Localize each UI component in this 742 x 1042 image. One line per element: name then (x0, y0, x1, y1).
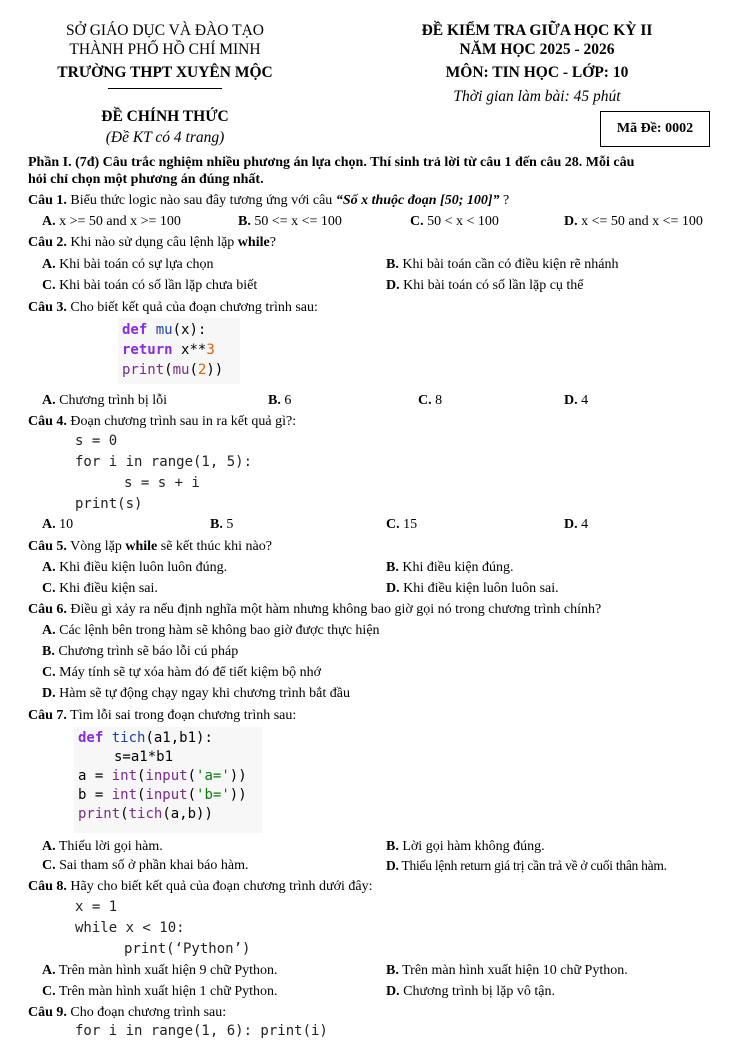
option-letter: B. (386, 963, 399, 978)
option-a[interactable] (42, 516, 73, 534)
code-token: 'a=' (196, 768, 230, 784)
keyword: while (237, 235, 270, 250)
code-token: b = (78, 787, 112, 803)
code-line: s = s + i (124, 475, 200, 491)
exam-title: ĐỀ KIỂM TRA GIỮA HỌC KỲ II (421, 22, 653, 39)
question-label: Câu 8. (28, 879, 67, 894)
option-b[interactable] (386, 559, 514, 577)
option-letter: A. (42, 623, 56, 638)
option-letter: D. (564, 214, 578, 229)
question-4 (28, 413, 296, 431)
option-d[interactable] (386, 277, 584, 295)
code-token: )) (229, 787, 247, 803)
option-c[interactable] (42, 857, 249, 875)
option-text: 6 (284, 393, 292, 408)
code-token: )) (229, 768, 247, 784)
question-7 (28, 707, 296, 725)
option-a[interactable] (42, 962, 278, 980)
code-token: def (122, 322, 148, 338)
code-line: s = 0 (75, 433, 118, 449)
option-letter: C. (410, 214, 424, 229)
question-3 (28, 299, 318, 317)
option-letter: A. (42, 963, 56, 978)
option-d[interactable] (42, 685, 350, 703)
option-text: 4 (581, 393, 589, 408)
code-line: x = 1 (75, 899, 118, 915)
option-c[interactable] (42, 580, 158, 598)
exam-time: Thời gian làm bài: 45 phút (453, 88, 621, 105)
subject: MÔN: TIN HỌC - LỚP: 10 (445, 64, 629, 81)
option-letter: B. (386, 839, 399, 854)
option-text: 50 <= x <= 100 (254, 214, 342, 229)
code-token: (x): (172, 322, 207, 338)
option-text: Khi điều kiện sai. (59, 581, 158, 596)
code-token: ( (137, 768, 146, 784)
code-line: while x < 10: (75, 920, 185, 936)
option-letter: B. (386, 257, 399, 272)
option-letter: D. (386, 984, 400, 999)
school-year: NĂM HỌC 2025 - 2026 (459, 41, 615, 58)
question-label: Câu 1. (28, 193, 67, 208)
option-a[interactable] (42, 559, 227, 577)
option-text: Khi bài toán có số lần lặp chưa biết (59, 278, 258, 293)
question-tail: ? (269, 235, 276, 250)
question-label: Câu 5. (28, 539, 67, 554)
option-letter: D. (386, 858, 399, 873)
option-letter: C. (42, 581, 56, 596)
option-letter: A. (42, 560, 56, 575)
option-letter: D. (386, 278, 400, 293)
code-token: (a,b)) (162, 806, 213, 822)
option-text: Trên màn hình xuất hiện 1 chữ Python. (58, 984, 278, 999)
code-token: ( (164, 362, 173, 378)
option-a[interactable] (42, 838, 163, 856)
option-b[interactable] (238, 213, 342, 231)
official-label: ĐỀ CHÍNH THỨC (101, 108, 229, 125)
question-1 (28, 192, 509, 210)
option-b[interactable] (386, 962, 628, 980)
option-text: Khi điều kiện luôn luôn sai. (403, 581, 559, 596)
option-a[interactable] (42, 392, 167, 410)
question-text: Đoạn chương trình sau in ra kết quả gì?: (66, 414, 297, 429)
question-6 (28, 601, 601, 619)
question-label: Câu 6. (28, 602, 67, 617)
question-label: Câu 4. (28, 414, 67, 429)
option-d[interactable] (564, 392, 588, 410)
question-8 (28, 878, 373, 896)
code-snippet-q7 (74, 727, 262, 833)
option-text: x <= 50 and x <= 100 (581, 214, 703, 229)
option-a[interactable] (42, 622, 380, 640)
option-letter: A. (42, 257, 56, 272)
option-letter: C. (42, 278, 56, 293)
code-token: ( (189, 362, 198, 378)
option-text: Khi bài toán có sự lựa chọn (59, 257, 214, 272)
dept-name: SỞ GIÁO DỤC VÀ ĐÀO TẠO (66, 22, 264, 39)
page-count: (Đề KT có 4 trang) (105, 129, 225, 146)
question-text: Điều gì xảy ra nếu định nghĩa một hàm nhưng không bao giờ gọi nó trong chương trình chính? (66, 602, 602, 617)
city-name: THÀNH PHỐ HỒ CHÍ MINH (69, 41, 261, 58)
option-b[interactable] (268, 392, 291, 410)
question-text: Tìm lỗi sai trong đoạn chương trình sau: (66, 708, 297, 723)
question-text: Khi nào sử dụng câu lệnh lặp (66, 235, 238, 250)
code-token: 'b=' (196, 787, 230, 803)
question-text: Biểu thức logic nào sau đây tương ứng với câu (66, 193, 336, 208)
question-label: Câu 7. (28, 708, 67, 723)
option-letter: D. (42, 686, 56, 701)
option-text: 8 (435, 393, 443, 408)
option-letter: C. (386, 517, 400, 532)
question-tail: sẽ kết thúc khi nào? (157, 539, 272, 554)
option-text: x >= 50 and x >= 100 (59, 214, 181, 229)
option-text: Hàm sẽ tự động chạy ngay khi chương trình bắt đầu (59, 686, 350, 701)
part1-instruction-line1: Phần I. (7đ) Câu trắc nghiệm nhiều phương án lựa chọn. Thí sinh trả lời từ câu 1 đến câu 28. Mỗi câu (28, 155, 635, 170)
code-token: 2 (197, 362, 207, 378)
option-c[interactable] (418, 392, 442, 410)
option-text: Khi điều kiện đúng. (402, 560, 514, 575)
question-text: Hãy cho biết kết quả của đoạn chương trình dưới đây: (66, 879, 373, 894)
code-token: a = (78, 768, 112, 784)
option-c[interactable] (42, 983, 278, 1001)
option-text: 50 < x < 100 (427, 214, 499, 229)
option-letter: C. (42, 984, 56, 999)
question-quote: “Số x thuộc đoạn [50; 100]” (335, 193, 500, 208)
option-text: Khi bài toán cần có điều kiện rẽ nhánh (402, 257, 619, 272)
school-underline (108, 88, 222, 89)
option-text: Lời gọi hàm không đúng. (402, 839, 545, 854)
code-token: input (145, 787, 188, 803)
option-text: Sai tham số ở phần khai báo hàm. (59, 858, 249, 873)
option-c[interactable] (410, 213, 499, 231)
option-b[interactable] (210, 516, 233, 534)
option-a[interactable] (42, 213, 181, 231)
code-token: print (122, 362, 165, 378)
question-label: Câu 3. (28, 300, 67, 315)
code-token: print (78, 806, 121, 822)
option-letter: A. (42, 393, 56, 408)
option-text: Trên màn hình xuất hiện 10 chữ Python. (402, 963, 628, 978)
part1-instruction-line2: hỏi chỉ chọn một phương án đúng nhất. (28, 172, 264, 187)
option-letter: C. (418, 393, 432, 408)
option-text: Trên màn hình xuất hiện 9 chữ Python. (58, 963, 278, 978)
question-text: Cho đoạn chương trình sau: (66, 1005, 227, 1020)
question-5 (28, 538, 272, 556)
option-b[interactable] (386, 256, 619, 274)
code-token: int (111, 768, 138, 784)
option-letter: B. (210, 517, 223, 532)
option-d[interactable] (564, 213, 703, 231)
option-letter: D. (386, 581, 400, 596)
code-token: int (111, 787, 138, 803)
option-d[interactable] (564, 516, 588, 534)
code-snippet-q3 (118, 318, 240, 384)
question-9 (28, 1004, 226, 1022)
option-letter: A. (42, 517, 56, 532)
option-text: Máy tính sẽ tự xóa hàm đó để tiết kiệm bộ nhớ (59, 665, 322, 680)
option-letter: B. (386, 560, 399, 575)
code-token: s=a1*b1 (114, 749, 174, 765)
option-c[interactable] (386, 516, 417, 534)
option-text: Chương trình bị lặp vô tận. (403, 984, 555, 999)
question-text: Cho biết kết quả của đoạn chương trình sau: (66, 300, 318, 315)
code-token: 3 (206, 342, 215, 358)
option-letter: D. (564, 393, 578, 408)
code-token: ( (187, 768, 197, 784)
code-token: ( (137, 787, 146, 803)
exam-code-box: Mã Đề: 0002 (600, 111, 710, 147)
option-text: 15 (403, 517, 418, 532)
option-text: Khi điều kiện luôn luôn đúng. (59, 560, 228, 575)
option-letter: C. (42, 665, 56, 680)
code-line: for i in range(1, 5): (75, 454, 253, 470)
code-token: ( (187, 787, 197, 803)
option-c[interactable] (42, 277, 257, 295)
question-2 (28, 234, 276, 252)
option-letter: A. (42, 214, 56, 229)
option-letter: D. (564, 517, 578, 532)
code-token: mu (155, 322, 173, 338)
option-text: Các lệnh bên trong hàm sẽ không bao giờ được thực hiện (59, 623, 380, 638)
option-text: 10 (59, 517, 74, 532)
option-b[interactable] (42, 643, 238, 661)
option-a[interactable] (42, 256, 214, 274)
option-letter: C. (42, 858, 56, 873)
code-line: print(s) (75, 496, 143, 512)
option-d[interactable] (386, 580, 559, 598)
code-token: )) (206, 362, 224, 378)
question-tail: ? (499, 193, 510, 208)
question-text: Vòng lặp (66, 539, 126, 554)
code-token: tich (128, 806, 163, 822)
code-token: mu (172, 362, 190, 378)
option-text: Chương trình sẽ báo lỗi cú pháp (58, 644, 239, 659)
question-label: Câu 9. (28, 1005, 67, 1020)
option-d[interactable] (386, 983, 555, 1001)
option-letter: B. (238, 214, 251, 229)
option-text: Thiếu lời gọi hàm. (58, 839, 163, 854)
option-text: 4 (581, 517, 589, 532)
code-token: ( (120, 806, 129, 822)
code-line: for i in range(1, 6): print(i) (75, 1023, 328, 1039)
question-label: Câu 2. (28, 235, 67, 250)
code-token: tich (111, 730, 146, 746)
option-text: 5 (226, 517, 234, 532)
option-b[interactable] (386, 838, 545, 856)
code-token: (a1,b1): (145, 730, 213, 746)
code-line: print(‘Python’) (124, 941, 251, 957)
option-letter: B. (268, 393, 281, 408)
option-d[interactable] (386, 857, 667, 875)
option-text: Thiếu lệnh return giá trị cần trả về ở cuối thân hàm. (401, 858, 667, 873)
code-token: input (145, 768, 188, 784)
code-token: def (78, 730, 104, 746)
school-name: TRƯỜNG THPT XUYÊN MỘC (57, 64, 273, 81)
option-text: Khi bài toán có số lần lặp cụ thể (403, 278, 584, 293)
option-text: Chương trình bị lỗi (59, 393, 168, 408)
code-token: return (122, 342, 173, 358)
keyword: while (125, 539, 158, 554)
code-token: x** (181, 342, 207, 358)
option-letter: B. (42, 644, 55, 659)
option-c[interactable] (42, 664, 321, 682)
option-letter: A. (42, 839, 56, 854)
